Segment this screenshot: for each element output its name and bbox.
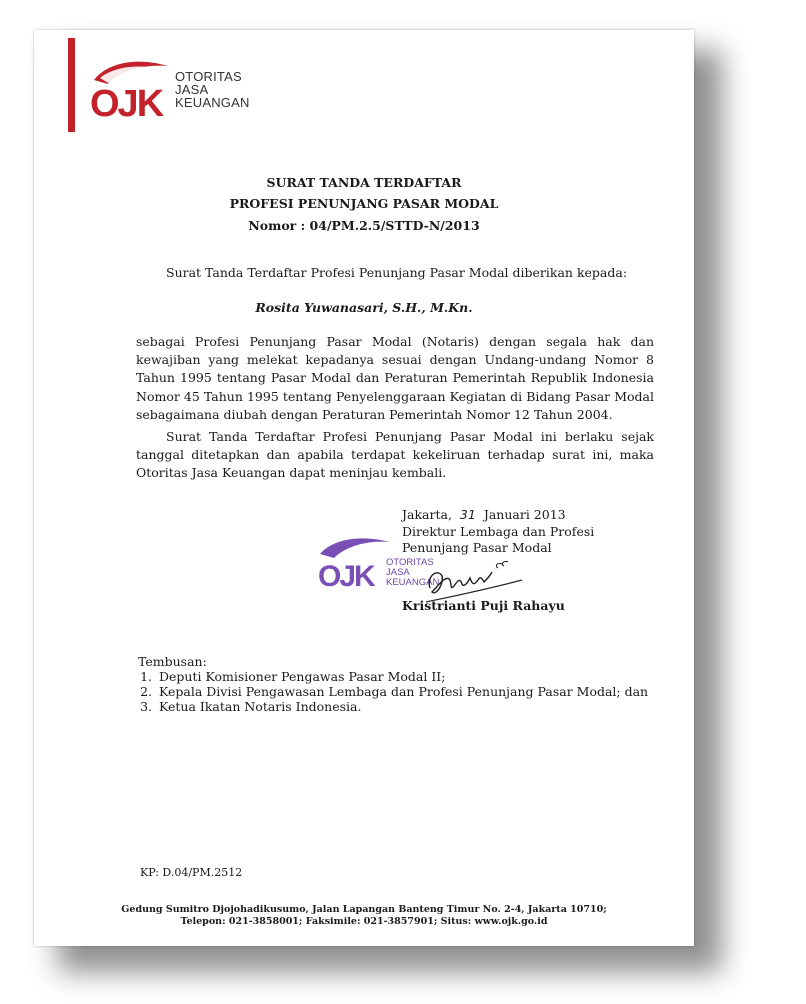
carbon-copy-label: Tembusan: <box>138 654 207 669</box>
signing-day: 31 <box>459 507 476 522</box>
logo-line-2: JASA <box>175 82 209 97</box>
carbon-copy-item: 1. Deputi Komisioner Pengawas Pasar Modal II; <box>156 669 648 684</box>
carbon-copy-item: 2. Kepala Divisi Pengawasan Lembaga dan Profesi Penunjang Pasar Modal; dan <box>156 684 648 699</box>
ojk-logo-icon <box>86 50 176 120</box>
handwritten-signature <box>424 546 524 606</box>
document-number: Nomor : 04/PM.2.5/STTD-N/2013 <box>248 218 480 233</box>
recipient-name: Rosita Yuwanasari, S.H., M.Kn. <box>255 300 473 315</box>
reference-code: KP: D.04/PM.2512 <box>140 866 243 879</box>
letterhead-red-bar <box>68 38 75 132</box>
logo-mark: OJK <box>90 83 163 120</box>
stamp-line-1: OTORITAS <box>386 557 434 568</box>
logo-line-3: KEUANGAN <box>175 95 250 110</box>
document-subtitle: PROFESI PENUNJANG PASAR MODAL <box>229 196 499 211</box>
body-paragraph-2: Surat Tanda Terdaftar Profesi Penunjang Pasar Modal ini berlaku sejak tanggal ditetapkan dan apabila terdapat kekeliruan terhadap surat ini, maka Otoritas Jasa Keuangan dapat meninjau kembali. <box>136 429 654 481</box>
carbon-copy-list <box>138 669 648 714</box>
footer-line-2: Telepon: 021-3858001; Faksimile: 021-3857901; Situs: www.ojk.go.id <box>180 916 548 927</box>
body-paragraph-1: sebagai Profesi Penunjang Pasar Modal (Notaris) dengan segala hak dan kewajiban yang melekat kepadanya sesuai dengan Undang-undang Nomor 8 Tahun 1995 tentang Pasar Modal dan Peraturan Pemerintah Republik Indonesia Nomor 45 Tahun 1995 tentang Penyelenggaraan Kegiatan di Bidang Pasar Modal sebagaimana diubah dengan Peraturan Pemerintah Nomor 12 Tahun 2004. <box>136 334 654 422</box>
footer-line-1: Gedung Sumitro Djojohadikusumo, Jalan Lapangan Banteng Timur No. 2-4, Jakarta 10710; <box>121 904 607 915</box>
stamp-line-2: JASA <box>386 567 410 578</box>
logo-line-1: OTORITAS <box>175 69 242 84</box>
signer-name: Kristrianti Puji Rahayu <box>402 598 565 613</box>
document-title: SURAT TANDA TERDAFTAR <box>266 175 462 190</box>
signing-place: Jakarta, <box>402 507 452 522</box>
signer-position: Direktur Lembaga dan Profesi Penunjang Pasar Modal <box>402 524 595 555</box>
signing-date <box>402 507 566 523</box>
footer-address <box>34 904 694 928</box>
letter-page <box>34 30 694 946</box>
signing-month-year: Januari 2013 <box>483 507 566 522</box>
stamp-mark: OJK <box>318 560 374 590</box>
logo-wordmark <box>175 70 250 109</box>
carbon-copy-section <box>138 654 648 714</box>
stamp-line-3: KEUANGAN <box>386 577 440 588</box>
ojk-stamp-icon <box>316 532 396 590</box>
intro-text: Surat Tanda Terdaftar Profesi Penunjang Pasar Modal diberikan kepada: <box>166 265 628 280</box>
carbon-copy-item: 3. Ketua Ikatan Notaris Indonesia. <box>156 699 648 714</box>
